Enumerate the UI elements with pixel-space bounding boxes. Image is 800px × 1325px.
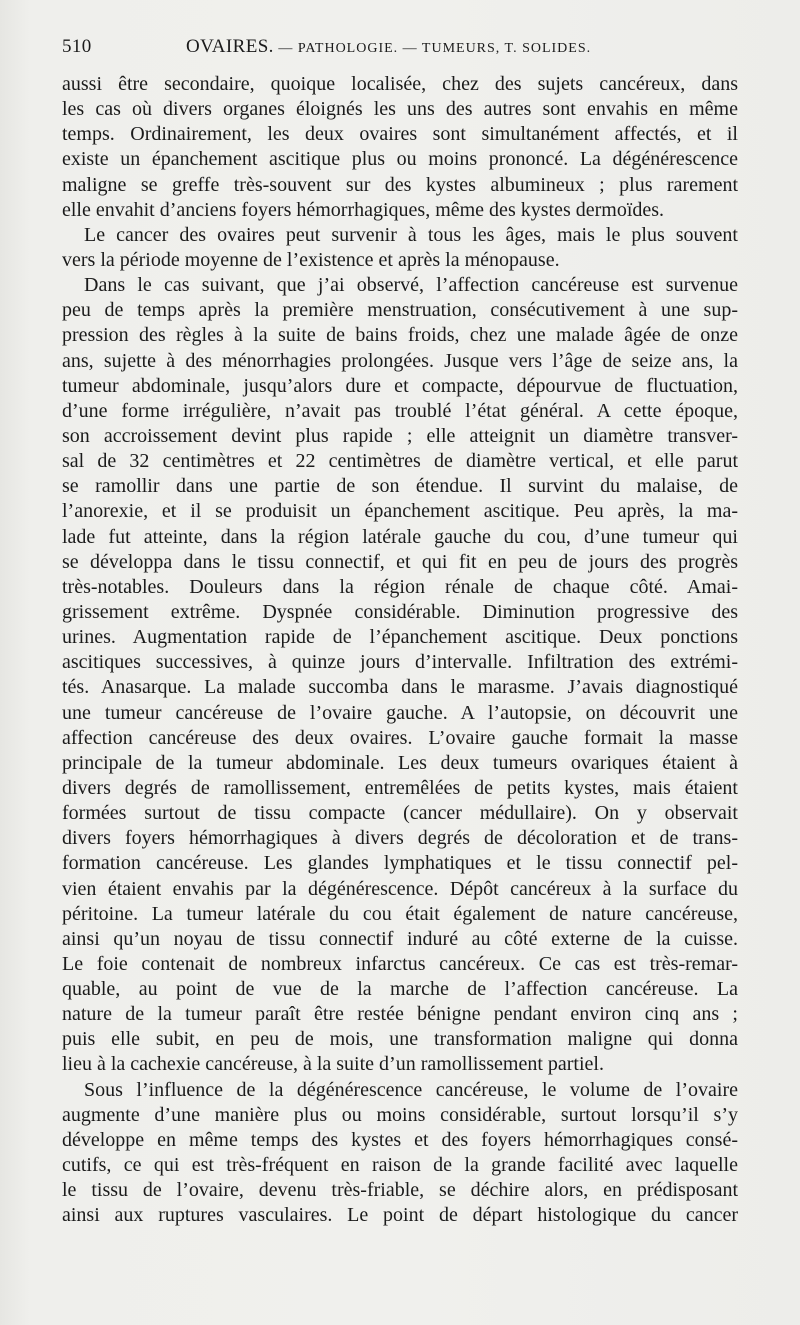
paragraph — [62, 273, 738, 1078]
text-line: Sous l’influence de la dégénérescence cancéreuse, le volume de l’ovaire — [84, 1078, 738, 1101]
text-line: se ramollir dans une partie de son étendue. Il survint du malaise, de — [62, 475, 738, 498]
text-line: développe en même temps des kystes et des foyers hémorrhagiques consé- — [62, 1128, 738, 1151]
text-line: maligne se greffe très-souvent sur des kystes albumineux ; plus rarement — [62, 173, 738, 196]
text-line: urines. Augmentation rapide de l’épanchement ascitique. Deux ponctions — [62, 626, 738, 649]
text-line: une tumeur cancéreuse de l’ovaire gauche. A l’autopsie, on découvrit une — [62, 701, 738, 724]
running-title-main: OVAIRES. — [186, 36, 274, 57]
text-line: ainsi aux ruptures vasculaires. Le point de départ histologique du cancer — [62, 1204, 738, 1227]
text-line: divers foyers hémorrhagiques à divers degrés de décoloration et de trans- — [62, 827, 738, 850]
text-line: péritoine. La tumeur latérale du cou était également de nature cancéreuse, — [62, 902, 738, 925]
text-line: tumeur abdominale, jusqu’alors dure et compacte, dépourvue de fluctuation, — [62, 374, 738, 397]
text-line: très-notables. Douleurs dans la région rénale de chaque côté. Amai- — [62, 575, 738, 598]
text-line: ascitiques successives, à quinze jours d’intervalle. Infiltration des extrémi- — [62, 651, 738, 674]
running-title — [186, 36, 591, 58]
text-line: lade fut atteinte, dans la région latérale gauche du cou, d’une tumeur qui — [62, 525, 738, 548]
text-line: se développa dans le tissu connectif, et qui fit en peu de jours des progrès — [62, 550, 738, 573]
text-line: Le foie contenait de nombreux infarctus cancéreux. Ce cas est très-remar- — [62, 952, 738, 975]
text-line: lieu à la cachexie cancéreuse, à la suite d’un ramollissement partiel. — [62, 1053, 604, 1076]
text-line: elle envahit d’anciens foyers hémorrhagiques, même des kystes dermoïdes. — [62, 198, 665, 221]
text-line: principale de la tumeur abdominale. Les deux tumeurs ovariques étaient à — [62, 751, 738, 774]
paragraph — [62, 72, 738, 223]
text-line: aussi être secondaire, quoique localisée, chez des sujets cancéreux, dans — [62, 73, 738, 95]
text-line: tés. Anasarque. La malade succomba dans le marasme. J’avais diagnostiqué — [62, 676, 738, 699]
text-line: quable, au point de vue de la marche de l’affection cancéreuse. La — [62, 978, 738, 1001]
text-line: le tissu de l’ovaire, devenu très-friable, se déchire alors, en prédisposant — [62, 1179, 738, 1202]
text-line: puis elle subit, en peu de mois, une transformation maligne qui donna — [62, 1028, 738, 1051]
text-line: les cas où divers organes éloignés les uns des autres sont envahis en même — [62, 98, 738, 121]
text-line: son accroissement devint plus rapide ; elle atteignit un diamètre transver- — [62, 424, 738, 447]
text-line: Dans le cas suivant, que j’ai observé, l’affection cancéreuse est survenue — [84, 274, 738, 297]
text-line: peu de temps après la première menstruation, consécutivement à une sup- — [62, 299, 738, 322]
text-line: sal de 32 centimètres et 22 centimètres de diamètre vertical, et elle parut — [62, 450, 738, 473]
body-text — [62, 72, 738, 1228]
text-line: d’une forme irrégulière, n’avait pas troublé l’état général. A cette époque, — [62, 399, 738, 422]
running-header — [62, 36, 738, 62]
text-line: pression des règles à la suite de bains froids, chez une malade âgée de onze — [62, 324, 738, 347]
paragraph — [62, 223, 738, 273]
text-line: l’anorexie, et il se produisit un épanchement ascitique. Peu après, la ma- — [62, 500, 738, 523]
text-line: nature de la tumeur paraît être restée bénigne pendant environ cinq ans ; — [62, 1003, 738, 1026]
text-line: ans, sujette à des ménorrhagies prolongées. Jusque vers l’âge de seize ans, la — [62, 349, 738, 372]
text-line: existe un épanchement ascitique plus ou moins prononcé. La dégénérescence — [62, 148, 738, 171]
text-line: Le cancer des ovaires peut survenir à tous les âges, mais le plus souvent — [84, 223, 738, 246]
text-line: ainsi qu’un noyau de tissu connectif induré au côté externe de la cuisse. — [62, 927, 738, 950]
text-line: vien étaient envahis par la dégénérescence. Dépôt cancéreux à la surface du — [62, 877, 738, 900]
text-line: augmente d’une manière plus ou moins considérable, surtout lorsqu’il s’y — [62, 1103, 738, 1126]
text-line: cutifs, ce qui est très-fréquent en raison de la grande facilité avec laquelle — [62, 1154, 738, 1177]
text-line: grissement extrême. Dyspnée considérable. Diminution progressive des — [62, 600, 738, 623]
text-line: vers la période moyenne de l’existence et après la ménopause. — [62, 248, 560, 271]
page-number: 510 — [62, 36, 92, 57]
paragraph — [62, 1078, 738, 1229]
text-line: formées surtout de tissu compacte (cancer médullaire). On y observait — [62, 802, 738, 825]
running-title-subtitle: — PATHOLOGIE. — TUMEURS, T. SOLIDES. — [273, 41, 592, 56]
text-line: affection cancéreuse des deux ovaires. L’ovaire gauche formait la masse — [62, 726, 738, 749]
text-line: temps. Ordinairement, les deux ovaires sont simultanément affectés, et il — [62, 123, 738, 146]
text-line: formation cancéreuse. Les glandes lymphatiques et le tissu connectif pel- — [62, 852, 738, 875]
text-line: divers degrés de ramollissement, entremêlées de petits kystes, mais étaient — [62, 776, 738, 799]
